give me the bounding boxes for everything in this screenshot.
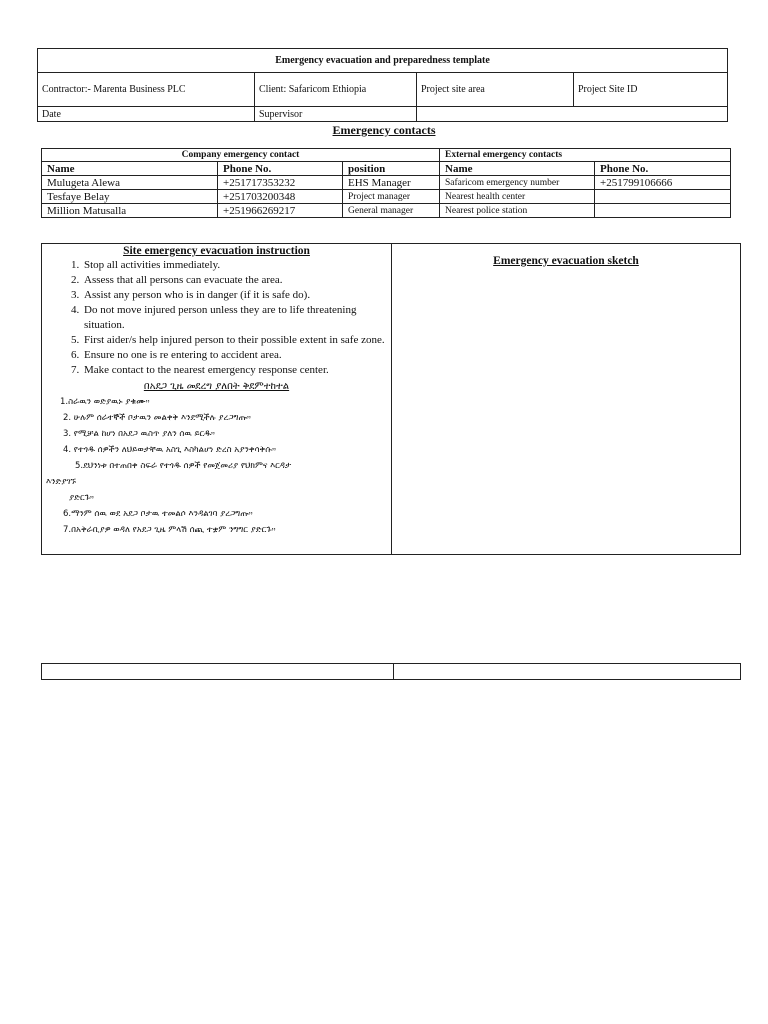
- amharic-step: 5.ደህንነቱ በተጠበቀ ስፍራ የተጎዱ ሰዎች የመጀመሪያ የህክምና እርዳታ: [75, 461, 292, 471]
- contractor-field: Contractor:- Marenta Business PLC: [38, 73, 255, 107]
- instruction-step: 6. Ensure no one is re entering to accident area.: [82, 348, 391, 363]
- contact-name: Million Matusalla: [42, 204, 218, 218]
- contacts-table: [41, 148, 731, 218]
- sketch-cell: [392, 244, 741, 555]
- evacuation-table: [41, 243, 741, 555]
- amharic-instruction-list: [42, 394, 391, 538]
- amharic-step: ያድርጉ።: [69, 493, 95, 503]
- amharic-step: 7.በአቅራቢያዎ ወዳለ የአደጋ ጊዜ ምላሽ ሰጪ ተቋም ንግግር ያድርጉ።: [63, 525, 276, 535]
- instruction-step: 1. Stop all activities immediately.: [82, 258, 391, 273]
- contact-name: Tesfaye Belay: [42, 190, 218, 204]
- header-table: [37, 48, 728, 122]
- table-row: [42, 190, 731, 204]
- contact-position: General manager: [343, 204, 440, 218]
- contact-phone: +251717353232: [218, 176, 343, 190]
- contacts-heading: Emergency contacts: [332, 123, 436, 137]
- date-field: Date: [38, 107, 255, 122]
- footer-cell-left: [42, 664, 394, 680]
- footer-table: [41, 663, 741, 680]
- instruction-title: Site emergency evacuation instruction: [123, 245, 310, 257]
- amharic-step: 4. የተጎዱ ሰዎችን ለህይወታቸዉ አስጊ እስካልሆነ ድረስ አያንቀሳቅሱ።: [63, 445, 277, 455]
- project-site-id-field: Project Site ID: [574, 73, 728, 107]
- col-position: position: [343, 162, 440, 176]
- instruction-list: [42, 258, 391, 378]
- amharic-step: 6.ማንም ሰዉ ወደ አደጋ ቦታዉ ተመልሶ እንዳልገባ ያረጋግጡ።: [63, 509, 253, 519]
- external-contact-name: Safaricom emergency number: [440, 176, 595, 190]
- contact-position: Project manager: [343, 190, 440, 204]
- contact-position: EHS Manager: [343, 176, 440, 190]
- table-row: [42, 176, 731, 190]
- external-contacts-group: External emergency contacts: [440, 149, 731, 162]
- supervisor-field: Supervisor: [255, 107, 417, 122]
- template-title: Emergency evacuation and preparedness template: [38, 49, 728, 73]
- instruction-cell: [42, 244, 392, 555]
- company-contacts-group: Company emergency contact: [42, 149, 440, 162]
- external-contact-name: Nearest police station: [440, 204, 595, 218]
- instruction-step: 5. First aider/s help injured person to their possible extent in safe zone.: [82, 333, 391, 348]
- contact-phone: +251966269217: [218, 204, 343, 218]
- col-name: Name: [42, 162, 218, 176]
- amharic-step: 2. ሁሉም ሰራተኞች ቦታዉን መልቀቅ እንደሚችሉ ያረጋግጡ።: [63, 413, 251, 423]
- contact-phone: +251703200348: [218, 190, 343, 204]
- col-ext-name: Name: [440, 162, 595, 176]
- amharic-step: 1.ስራዉን ወድያዉኑ ያቁሙ።: [60, 397, 150, 407]
- external-contact-name: Nearest health center: [440, 190, 595, 204]
- table-row: [42, 204, 731, 218]
- external-contact-phone: [595, 204, 731, 218]
- supervisor-value: [417, 107, 728, 122]
- external-contact-phone: +251799106666: [595, 176, 731, 190]
- project-site-area-field: Project site area: [417, 73, 574, 107]
- external-contact-phone: [595, 190, 731, 204]
- instruction-step: 4. Do not move injured person unless they are to life threatening situation.: [82, 303, 391, 333]
- instruction-step: 2. Assess that all persons can evacuate the area.: [82, 273, 391, 288]
- instruction-step: 7. Make contact to the nearest emergency response center.: [82, 363, 391, 378]
- amharic-instruction-title: በአደጋ ጊዜ መደረግ ያለበት ቅደምተከተል: [143, 381, 290, 392]
- col-phone: Phone No.: [218, 162, 343, 176]
- amharic-step: እንድያገኙ: [46, 477, 77, 487]
- amharic-step: 3. የሚቻል ከሆነ በአደጋ ዉስጥ ያለን ሰዉ ይርዱ።: [63, 429, 216, 439]
- footer-cell-right: [394, 664, 741, 680]
- client-field: Client: Safaricom Ethiopia: [255, 73, 417, 107]
- contact-name: Mulugeta Alewa: [42, 176, 218, 190]
- instruction-step: 3. Assist any person who is in danger (if it is safe do).: [82, 288, 391, 303]
- col-ext-phone: Phone No.: [595, 162, 731, 176]
- sketch-title: Emergency evacuation sketch: [493, 255, 639, 267]
